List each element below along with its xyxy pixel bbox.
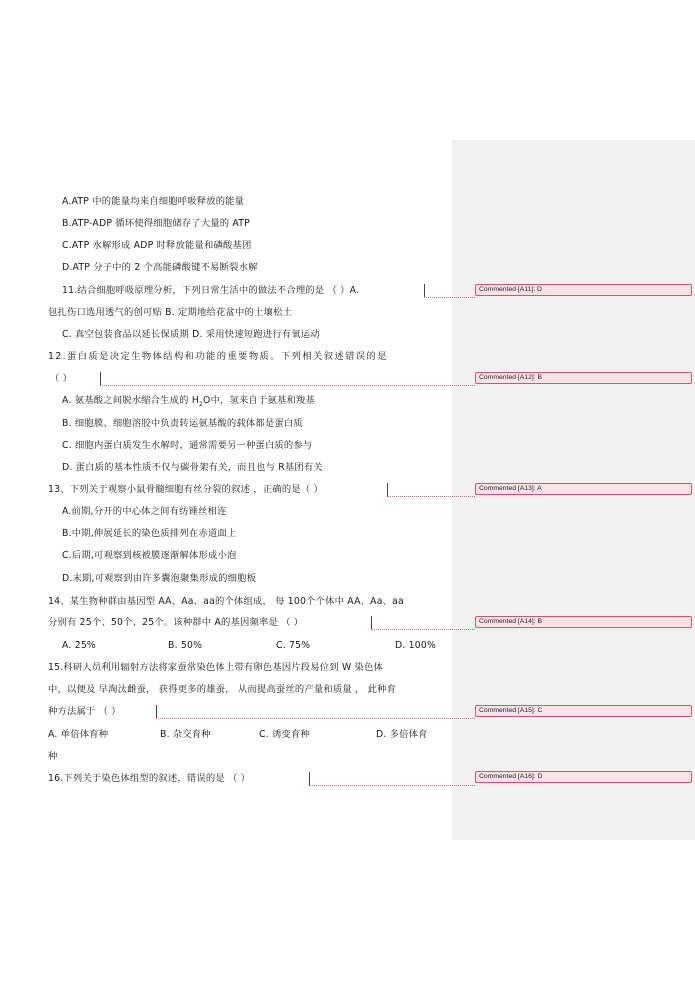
- q15-option-d: D. 多倍体育: [376, 729, 428, 740]
- comment-connector-a13: [387, 496, 475, 497]
- comment-a16[interactable]: Commented [A16]: D: [475, 771, 692, 783]
- comment-connector-a12: [100, 385, 475, 386]
- q14-option-c: C. 75%: [276, 640, 311, 651]
- comment-a14[interactable]: Commented [A14]: B: [475, 616, 692, 628]
- question-11: 11.结合细胞呼吸原理分析，下列日常生活中的做法不合理的是 （ ）A.: [62, 285, 360, 296]
- q12-option-a: A. 氨基酸之间脱水缩合生成的 $H_2O$中，氢来自于氨基和羧基: [62, 395, 316, 408]
- comment-anchor-a13: [387, 483, 388, 496]
- q13-option-a: A.前期,分开的中心体之间有纺锤丝相连: [62, 506, 227, 517]
- q15-option-c: C. 诱变育种: [259, 729, 310, 740]
- question-15: 15.科研人员利用辐射方法将家蚕常染色体上带有卵色基因片段易位到 W 染色体: [48, 662, 383, 673]
- q12-bracket: （ ）: [50, 373, 73, 384]
- comment-a13[interactable]: Commented [A13]: A: [475, 483, 692, 495]
- comment-anchor-a14: [371, 616, 372, 629]
- comment-a11[interactable]: Commented [A11]: D: [475, 284, 692, 296]
- comment-connector-a14: [371, 629, 475, 630]
- question-15-cont2: 种方法属于 （ ）: [48, 706, 121, 717]
- q15-option-d-wrap: 种: [48, 751, 58, 762]
- q12-option-b: B. 细胞膜、细胞溶胶中负责转运氨基酸的载体都是蛋白质: [62, 418, 303, 429]
- question-13: 13、下列关于观察小鼠骨髓细胞有丝分裂的叙述 ，正确的是（ ）: [48, 484, 323, 495]
- comment-a15[interactable]: Commented [A15]: C: [475, 705, 692, 717]
- comment-anchor-a15: [156, 705, 157, 718]
- comment-anchor-a11: [424, 284, 425, 297]
- question-12: 12.蛋白质是决定生物体结构和功能的重要物质。下列相关叙述错误的是: [48, 351, 388, 362]
- option-atp-a: A.ATP 中的能量均来自细胞呼吸释放的能量: [62, 196, 245, 207]
- q13-option-c: C.后期,可观察到核被膜逐渐解体形成小泡: [62, 550, 237, 561]
- option-atp-b: B.ATP-ADP 循环使得细胞储存了大量的 ATP: [62, 218, 250, 229]
- comment-anchor-a12: [100, 372, 101, 385]
- q13-option-b: B.中期,伸展延长的染色质排列在赤道面上: [62, 528, 237, 539]
- comment-connector-a11: [424, 297, 475, 298]
- q13-option-d: D.末期,可观察到由许多囊泡聚集形成的细胞板: [62, 573, 257, 584]
- q11-options-ab: 包扎伤口选用透气的创可贴 B. 定期地给花盆中的土壤松土: [48, 307, 292, 318]
- question-14: 14、某生物种群由基因型 AA、Aa、aa的个体组成， 每 100个个体中 AA、Aa、aa: [48, 596, 404, 607]
- question-14-cont: 分别有 25个、50个、25个。该种群中 A的基因频率是 （ ）: [48, 617, 304, 628]
- q14-option-b: B. 50%: [168, 640, 203, 651]
- comment-connector-a16: [309, 785, 475, 786]
- q14-option-d: D. 100%: [395, 640, 437, 651]
- comment-connector-a15: [156, 718, 475, 719]
- question-15-cont: 中，以便及 早淘汰雌蚕， 获得更多的雄蚕， 从而提高蚕丝的产量和质量 ， 此种育: [48, 684, 397, 695]
- q11-options-cd: C. 真空包装食品以延长保质期 D. 采用快速短跑进行有氧运动: [62, 329, 320, 340]
- q14-option-a: A. 25%: [62, 640, 96, 651]
- q15-option-a: A. 单倍体育种: [48, 729, 109, 740]
- comment-anchor-a16: [309, 772, 310, 785]
- q15-option-b: B. 杂交育种: [160, 729, 211, 740]
- question-16: 16.下列关于染色体组型的叙述，错误的是 （ ）: [48, 773, 251, 784]
- q12-option-c: C. 细胞内蛋白质发生水解时，通常需要另一种蛋白质的参与: [62, 440, 313, 451]
- option-atp-c: C.ATP 水解形成 ADP 时释放能量和磷酸基团: [62, 240, 252, 251]
- comment-a12[interactable]: Commented [A12]: B: [475, 372, 692, 384]
- q12-option-d: D. 蛋白质的基本性质不仅与碳骨架有关，而且也与 R基团有关: [62, 462, 323, 473]
- option-atp-d: D.ATP 分子中的 2 个高能磷酸键不易断裂水解: [62, 262, 258, 273]
